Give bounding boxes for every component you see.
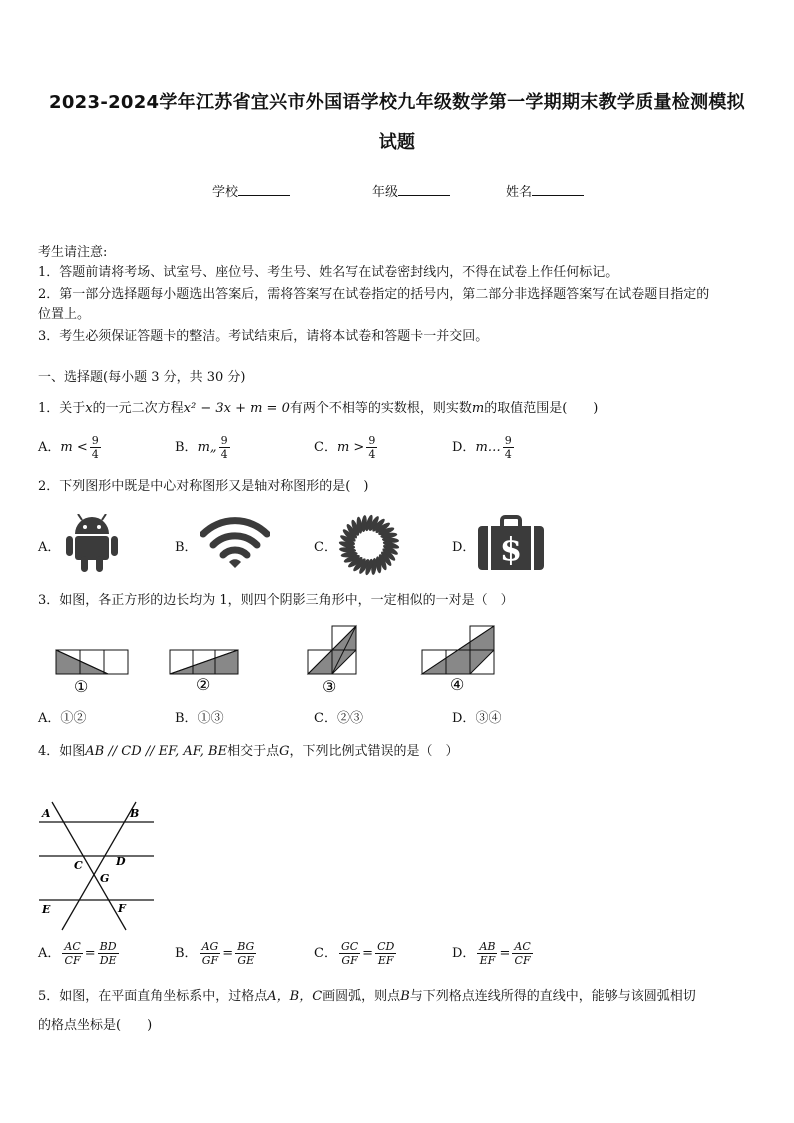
q1-var-m: m	[471, 401, 485, 416]
q4-option-d[interactable]: D． $\frac{AB}{EF}$ = $\frac{AC}{CF}$	[452, 940, 531, 967]
option-math: m >	[336, 440, 365, 455]
q2-option-d[interactable]	[452, 536, 475, 555]
name-label: 姓名	[506, 185, 533, 200]
question-4-stem	[38, 742, 459, 762]
question-1-stem	[38, 399, 598, 419]
q3-option-b[interactable]: B．①③	[175, 711, 224, 726]
fraction: $\frac{9}{4}$	[220, 434, 228, 461]
figure-label-3: ③	[322, 677, 337, 696]
option-math: m„	[197, 440, 217, 455]
figure-4	[422, 626, 494, 674]
notice-item-3: 3．考生必须保证答题卡的整洁。考试结束后，请将本试卷和答题卡一并交回。	[38, 329, 489, 344]
fig-label-b: B	[130, 807, 140, 820]
fraction: $\frac{9}{4}$	[91, 434, 99, 461]
q1-stem-a: 1．关于	[38, 401, 86, 416]
q3-option-d[interactable]: D．③④	[452, 711, 502, 726]
q1-stem-b: 的一元二次方程	[92, 401, 184, 416]
figure-2	[170, 650, 238, 674]
q2-option-c[interactable]	[314, 536, 337, 555]
school-blank[interactable]	[238, 183, 290, 196]
q3-figures	[50, 622, 510, 696]
q2-option-b[interactable]	[175, 536, 198, 555]
option-label: D．	[452, 540, 476, 555]
question-2-stem: 2．下列图形中既是中心对称图形又是轴对称图形的是( )	[38, 479, 369, 494]
q4-stem-a: 4．如图	[38, 744, 86, 759]
notice-item-2b: 位置上。	[38, 307, 91, 322]
q4-stem-c: ，下列比例式错误的是（ ）	[289, 744, 459, 759]
option-label: A．	[38, 440, 61, 455]
q4-option-c[interactable]: C． $\frac{GC}{GF}$ = $\frac{CD}{EF}$	[314, 940, 395, 967]
grade-blank[interactable]	[398, 183, 450, 196]
q1-option-a[interactable]	[38, 434, 103, 461]
page-title-line2: 试题	[378, 132, 416, 153]
q4-point: G	[279, 744, 290, 759]
name-blank[interactable]	[532, 183, 584, 196]
sunburst-ring-icon	[338, 514, 400, 576]
question-3-stem: 3．如图，各正方形的边长均为 1，则四个阴影三角形中，一定相似的一对是（ ）	[38, 593, 514, 608]
fig-label-e: E	[42, 903, 51, 916]
figure-3	[308, 626, 356, 674]
fraction: $\frac{9}{4}$	[368, 434, 376, 461]
option-label: C．	[314, 540, 337, 555]
q1-var-x: x	[85, 401, 93, 416]
option-label: B．	[175, 540, 198, 555]
option-math: m <	[60, 440, 88, 455]
q1-option-d[interactable]	[452, 434, 516, 461]
figure-label-2: ②	[196, 675, 211, 694]
q3-option-a[interactable]: A．①②	[38, 711, 87, 726]
notice-item-2a: 2．第一部分选择题每小题选出答案后，需将答案写在试卷指定的括号内，第二部分非选择题答案写在试卷题目指定的	[38, 287, 710, 302]
grade-label: 年级	[372, 185, 399, 200]
option-label: C．	[314, 440, 337, 455]
figure-label-4: ④	[450, 675, 465, 694]
fig-label-f: F	[118, 902, 126, 915]
q4-stem-b: 相交于点	[227, 744, 280, 759]
fig-label-d: D	[116, 855, 126, 868]
wifi-icon	[200, 516, 270, 568]
section-heading: 一、选择题(每小题 3 分，共 30 分)	[38, 370, 246, 385]
q3-option-c[interactable]: C．②③	[314, 711, 363, 726]
figure-label-1: ①	[74, 677, 89, 696]
svg-text:$: $	[499, 530, 523, 568]
q1-stem-d: 的取值范围是( )	[484, 401, 599, 416]
android-robot-icon	[66, 514, 118, 572]
notice-item-1: 1．答题前请将考场、试室号、座位号、考生号、姓名写在试卷密封线内，不得在试卷上作任何标记。	[38, 265, 619, 280]
fig-label-c: C	[74, 859, 83, 872]
option-label: B．	[175, 440, 198, 455]
q1-option-b[interactable]	[175, 434, 232, 461]
q4-option-a[interactable]: A． $\frac{AC}{CF}$ = $\frac{BD}{DE}$	[38, 940, 117, 967]
school-label: 学校	[212, 185, 239, 200]
q4-option-b[interactable]: B． $\frac{AG}{GF}$ = $\frac{BG}{GE}$	[175, 940, 255, 967]
q1-stem-c: 有两个不相等的实数根，则实数	[289, 401, 472, 416]
fig-label-g: G	[100, 872, 110, 885]
q1-equation: x² − 3x + m = 0	[183, 401, 290, 416]
option-math: m…	[475, 440, 501, 455]
grade-field	[372, 181, 450, 200]
question-5-line-2: 的格点坐标是( )	[38, 1018, 153, 1033]
option-label: D．	[452, 440, 476, 455]
school-field	[212, 181, 290, 200]
dollar-briefcase-icon	[478, 514, 544, 570]
fraction: $\frac{9}{4}$	[504, 434, 512, 461]
q2-option-a[interactable]	[38, 536, 60, 555]
notice-heading: 考生请注意:	[38, 245, 108, 260]
figure-1	[56, 650, 128, 674]
page-title: 2023-2024学年江苏省宜兴市外国语学校九年级数学第一学期期末教学质量检测模拟	[49, 92, 745, 113]
option-label: A．	[38, 540, 61, 555]
question-5-line-1: 5．如图，在平面直角坐标系中，过格点A，B，C画圆弧，则点B与下列格点连线所得的直线中，能够与该圆弧相切	[38, 989, 696, 1004]
fig-label-a: A	[42, 807, 51, 820]
name-field	[506, 181, 584, 200]
q4-figure	[34, 800, 164, 932]
q4-math: AB // CD // EF, AF, BE	[85, 744, 228, 759]
q1-option-c[interactable]	[314, 434, 379, 461]
